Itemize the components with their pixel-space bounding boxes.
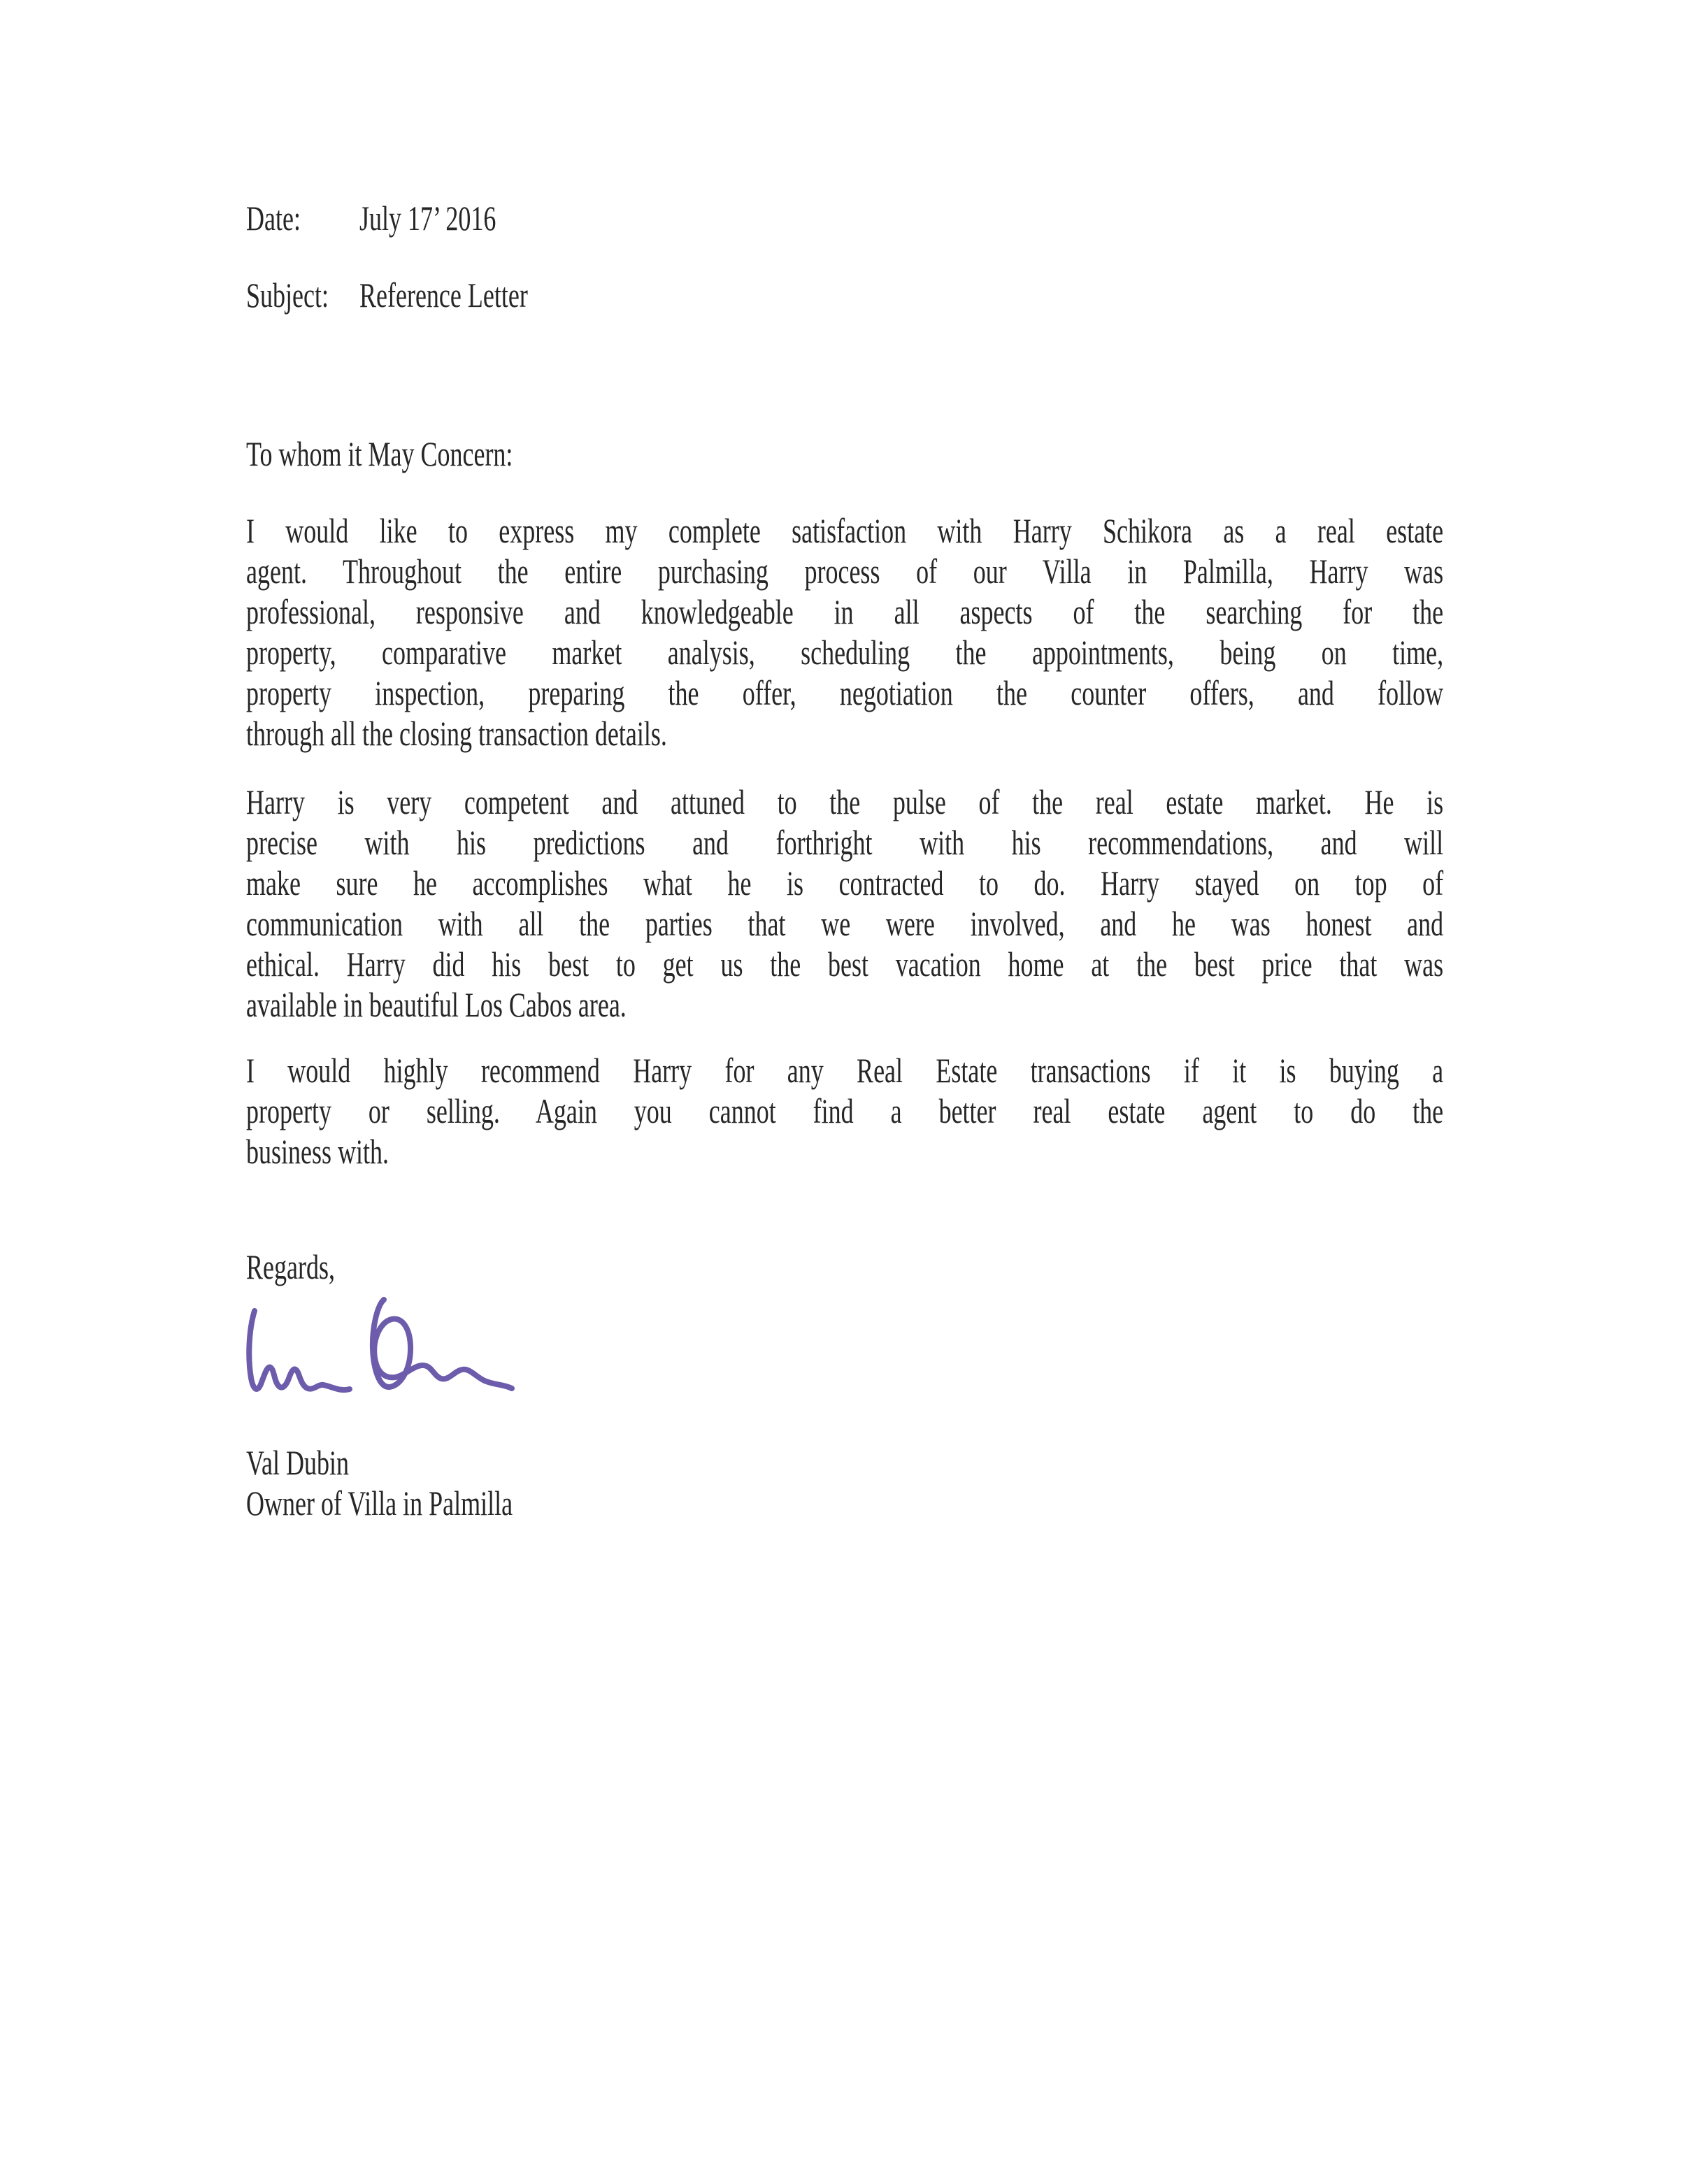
body-paragraph-2 [246,782,1443,1025]
paragraph-line: property inspection, preparing the offer, negotiation the counter offers, and follow [246,673,1444,712]
salutation: To whom it May Concern: [246,434,513,473]
closing-salutation: Regards, [246,1247,335,1286]
signature-stroke-left [249,1311,350,1390]
signer-name: Val Dubin [246,1443,349,1482]
paragraph-line: precise with his predictions and forthright with his recommendations, and will [246,823,1444,862]
signer-title: Owner of Villa in Palmilla [246,1483,513,1523]
paragraph-line: agent. Throughout the entire purchasing process of our Villa in Palmilla, Harry was [246,552,1444,591]
paragraph-line: business with. [246,1132,389,1171]
paragraph-line: communication with all the parties that we were involved, and he was honest and [246,904,1444,943]
paragraph-line: professional, responsive and knowledgeable in all aspects of the searching for the [246,592,1444,631]
date-value: July 17’ 2016 [359,199,496,238]
signature-stroke-right [373,1300,512,1388]
paragraph-line: ethical. Harry did his best to get us the best vacation home at the best price that was [246,944,1444,984]
signature-icon [246,1295,520,1406]
paragraph-line: make sure he accomplishes what he is contracted to do. Harry stayed on top of [246,863,1444,903]
subject-value: Reference Letter [359,275,528,315]
body-paragraph-3 [246,1050,1443,1172]
subject-label: Subject: [246,275,329,315]
subject-row [246,275,1443,315]
paragraph-line: I would like to express my complete satisfaction with Harry Schikora as a real estate [246,511,1444,550]
paragraph-line: property or selling. Again you cannot find a better real estate agent to do the [246,1091,1444,1130]
paragraph-line: I would highly recommend Harry for any Real Estate transactions if it is buying a [246,1051,1444,1090]
handwritten-signature [246,1295,520,1406]
signer-block [246,1442,1443,1523]
paragraph-line: available in beautiful Los Cabos area. [246,985,627,1024]
paragraph-line: through all the closing transaction details. [246,714,667,753]
paragraph-line: Harry is very competent and attuned to the pulse of the real estate market. He is [246,782,1444,821]
date-row [246,198,1443,238]
date-label: Date: [246,199,301,238]
body-paragraph-1 [246,510,1443,754]
paragraph-line: property, comparative market analysis, scheduling the appointments, being on time, [246,633,1444,672]
